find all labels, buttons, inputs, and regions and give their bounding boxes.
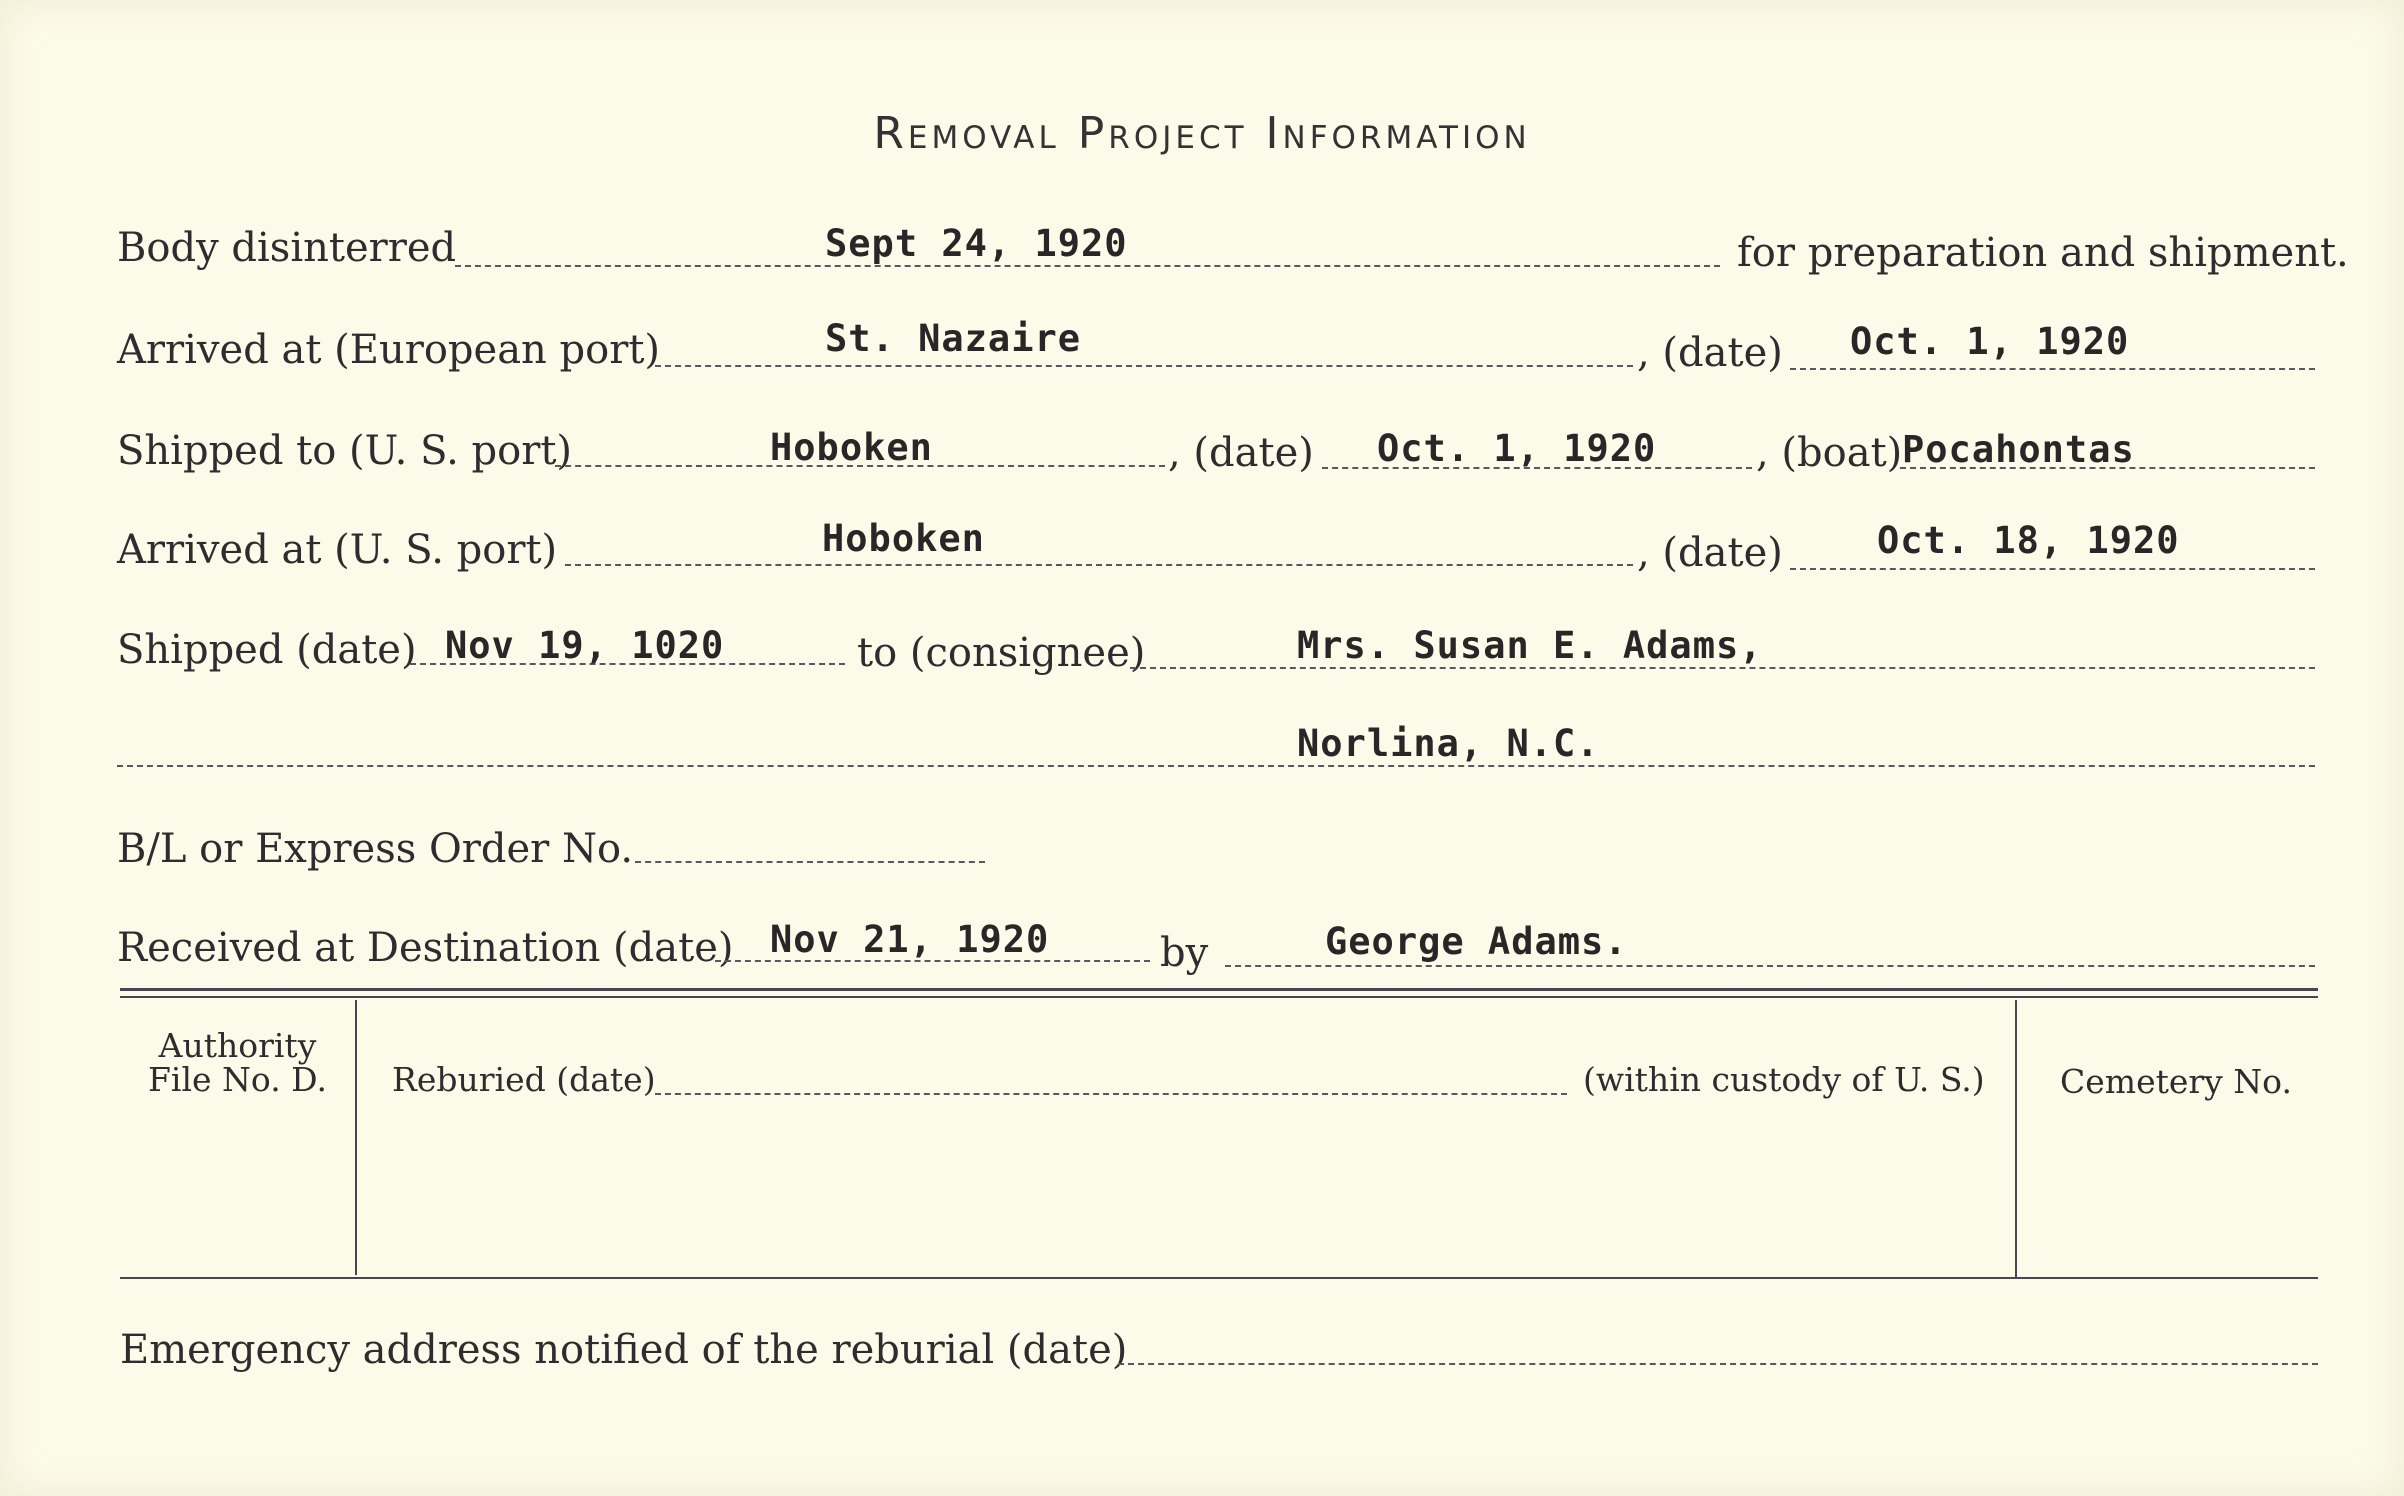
- bl-order-label: B/L or Express Order No.: [117, 826, 634, 872]
- arrived-european-value: St. Nazaire: [825, 317, 1082, 360]
- arrived-us-date-value: Oct. 18, 1920: [1877, 519, 2180, 562]
- card-title: Removal Project Information: [873, 108, 1531, 159]
- custody-label: (within custody of U. S.): [1583, 1060, 1985, 1099]
- shipped-us-boat-label: , (boat): [1756, 430, 1903, 476]
- box-divider-right: [2015, 1000, 2017, 1278]
- box-bottom-rule: [120, 1277, 2318, 1279]
- body-disinterred-suffix: for preparation and shipment.: [1737, 230, 2349, 276]
- box-top-rule: [120, 988, 2318, 991]
- arrived-us-date-line: [1790, 568, 2315, 570]
- arrived-european-date-label: , (date): [1637, 330, 1783, 376]
- body-disinterred-value: Sept 24, 1920: [825, 222, 1128, 265]
- consignee-address: Norlina, N.C.: [1297, 722, 1600, 765]
- box-divider-left: [355, 1000, 357, 1275]
- body-disinterred-line: [455, 265, 1720, 267]
- received-by-value: George Adams.: [1325, 920, 1628, 963]
- received-by-line: [1225, 965, 2315, 967]
- bl-order-line: [635, 861, 985, 863]
- arrived-european-date-value: Oct. 1, 1920: [1850, 320, 2130, 363]
- received-label: Received at Destination (date): [117, 925, 734, 971]
- arrived-us-date-label: , (date): [1637, 530, 1783, 576]
- shipped-us-boat-value: Pocahontas: [1902, 428, 2135, 471]
- shipped-date-label: Shipped (date): [117, 627, 417, 673]
- consignee-label: to (consignee): [857, 630, 1146, 676]
- emergency-label: Emergency address notified of the reburial (date): [120, 1327, 1128, 1373]
- shipped-us-value: Hoboken: [770, 426, 933, 469]
- consignee-line: [1130, 667, 2315, 669]
- reburied-line: [655, 1093, 1567, 1095]
- body-disinterred-label: Body disinterred: [117, 225, 457, 271]
- arrived-european-line: [655, 365, 1633, 367]
- authority-label-line1: Authority: [158, 1026, 317, 1065]
- box-top-rule-2: [120, 996, 2318, 998]
- cemetery-label: Cemetery No.: [2060, 1062, 2292, 1101]
- arrived-us-label: Arrived at (U. S. port): [117, 527, 558, 573]
- consignee-line-2: [117, 765, 2315, 767]
- arrived-us-value: Hoboken: [822, 517, 985, 560]
- emergency-line: [1118, 1363, 2318, 1365]
- shipped-date-value: Nov 19, 1020: [445, 624, 725, 667]
- shipped-us-date-value: Oct. 1, 1920: [1377, 427, 1657, 470]
- arrived-us-line: [565, 564, 1633, 566]
- reburied-label: Reburied (date): [392, 1060, 656, 1099]
- received-by-label: by: [1160, 930, 1209, 976]
- shipped-us-label: Shipped to (U. S. port): [117, 428, 572, 474]
- authority-label-line2: File No. D.: [148, 1060, 327, 1099]
- arrived-european-date-line: [1790, 368, 2315, 370]
- arrived-european-label: Arrived at (European port): [117, 327, 661, 373]
- consignee-value: Mrs. Susan E. Adams,: [1297, 624, 1763, 667]
- received-value: Nov 21, 1920: [770, 918, 1050, 961]
- shipped-us-date-label: , (date): [1168, 430, 1314, 476]
